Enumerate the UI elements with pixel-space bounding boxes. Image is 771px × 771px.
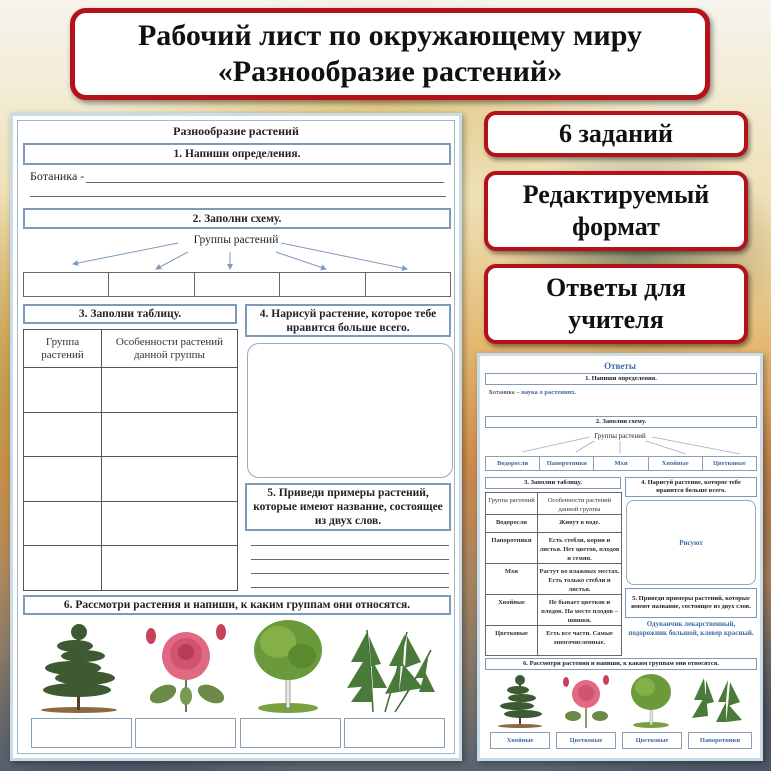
answers-task4-header: 4. Нарисуй растение, которое тебе нравится больше всего. xyxy=(625,477,757,497)
answer-line[interactable] xyxy=(86,182,444,183)
badge-editable-format xyxy=(484,171,748,251)
plant-group-answer: Цветковые xyxy=(556,732,616,749)
plant-group-answer: Папоротники xyxy=(688,732,752,749)
badge-text-line2: учителя xyxy=(568,305,664,334)
table-row xyxy=(24,502,238,546)
table-row xyxy=(24,457,238,502)
badge-text-line1: Ответы для xyxy=(546,273,686,302)
plant-group-answer: Цветковые xyxy=(622,732,682,749)
column-header-features: Особенности растений данной группы xyxy=(538,493,622,515)
drawing-answer: Рисуют xyxy=(679,538,703,547)
features-table xyxy=(23,329,238,591)
plant-group-answer: Хвойные xyxy=(490,732,550,749)
answer-line[interactable] xyxy=(251,587,449,588)
task5-header: 5. Приведи примеры растений, которые имеют название, состоящее из двух слов. xyxy=(245,483,451,531)
column-header-group: Группа растений xyxy=(486,493,538,515)
plant-group-answer-box[interactable] xyxy=(135,718,236,748)
worksheet-title: Разнообразие растений xyxy=(173,124,299,138)
scheme-box: Хвойные xyxy=(649,457,703,470)
title-line-2: «Разнообразие растений» xyxy=(217,55,563,88)
answers-task5-header: 5. Приведи примеры растений, которые имеют название, состоящее из двух слов. xyxy=(625,588,757,618)
task2-header: 2. Заполни схему. xyxy=(23,208,451,229)
answer-line[interactable] xyxy=(251,573,449,574)
answers-sheet-preview xyxy=(477,353,763,761)
table-row: Хвойные Не бывает цветков и плодов. На месте плодов – шишки. xyxy=(486,595,622,626)
task4-header: 4. Нарисуй растение, которое тебе нравится больше всего. xyxy=(245,304,451,337)
table-row xyxy=(24,546,238,591)
pine-tree-image xyxy=(35,618,123,714)
task1-header: 1. Напиши определения. xyxy=(23,143,451,165)
scheme-box: Цветковые xyxy=(712,460,746,467)
fern-image xyxy=(345,622,435,714)
scheme-box: Мхи xyxy=(594,457,648,470)
answers-features-table xyxy=(485,492,622,656)
plant-group-answer-box[interactable] xyxy=(31,718,132,748)
answers-scheme-root: Группы растений xyxy=(594,432,646,440)
scheme-box[interactable] xyxy=(195,273,280,296)
column-header-group: Группа растений xyxy=(24,330,102,368)
scheme-box[interactable] xyxy=(24,273,109,296)
botany-label: Ботаника - xyxy=(30,169,85,183)
badge-text-line2: формат xyxy=(572,212,660,241)
plant-group-answer-box[interactable] xyxy=(240,718,341,748)
main-title-banner xyxy=(70,8,710,100)
answers-task1-header: 1. Напиши определения. xyxy=(485,373,757,385)
badge-text-line1: Редактируемый xyxy=(522,180,710,209)
task6-header: 6. Рассмотри растения и напиши, к каким группам они относятся. xyxy=(23,595,451,615)
table-row: Папоротники Есть стебли, корни и листья. Нет цветов, плодов и семян. xyxy=(486,533,622,564)
rose-image xyxy=(560,674,612,728)
answers-botany xyxy=(489,389,576,396)
scheme-box: Водоросли xyxy=(486,457,540,470)
answers-task2-header: 2. Заполни схему. xyxy=(485,416,757,428)
two-word-plants-answer: Одуванчик лекарственный, подорожник большой, клевер красный. xyxy=(628,620,754,637)
answers-drawing-area xyxy=(626,500,756,585)
botany-answer: наука о растениях. xyxy=(521,389,577,396)
scheme-boxes xyxy=(23,272,451,297)
rose-image xyxy=(141,622,231,714)
column-header-features: Особенности растений данной группы xyxy=(102,330,238,368)
task3-header: 3. Заполни таблицу. xyxy=(23,304,237,324)
plant-group-answer-box[interactable] xyxy=(344,718,445,748)
answers-scheme-boxes xyxy=(485,456,757,471)
table-row: Водоросли Живут в воде. xyxy=(486,515,622,533)
scheme-box[interactable] xyxy=(366,273,450,296)
birch-tree-image xyxy=(248,616,328,714)
answers-task6-header: 6. Рассмотри растения и напиши, к каким группам они относятся. xyxy=(485,658,757,670)
answers-scheme-arrows xyxy=(480,432,766,458)
answers-title: Ответы xyxy=(604,361,636,371)
worksheet-preview xyxy=(10,113,462,761)
pine-tree-image xyxy=(494,672,546,728)
answer-line[interactable] xyxy=(30,196,446,197)
scheme-box[interactable] xyxy=(109,273,194,296)
table-row xyxy=(24,413,238,457)
badge-teacher-answers xyxy=(484,264,748,344)
table-row: Цветковые Есть все части. Самые многочисленные. xyxy=(486,626,622,656)
table-row xyxy=(24,368,238,413)
scheme-root-label: Группы растений xyxy=(193,234,279,246)
badge-text: 6 заданий xyxy=(558,119,674,148)
drawing-area[interactable] xyxy=(247,343,453,478)
answer-line[interactable] xyxy=(251,545,449,546)
answer-line[interactable] xyxy=(251,559,449,560)
botany-label: Ботаника – xyxy=(489,389,520,396)
birch-tree-image xyxy=(626,672,676,728)
scheme-box: Папоротники xyxy=(540,457,594,470)
title-line-1: Рабочий лист по окружающему миру xyxy=(137,19,643,52)
answers-task3-header: 3. Заполни таблицу. xyxy=(485,477,621,489)
badge-task-count xyxy=(484,111,748,157)
fern-image xyxy=(690,674,746,728)
scheme-arrows xyxy=(13,234,465,274)
table-row: Мхи Растут во влажных местах. Есть только стебли и листья. xyxy=(486,564,622,595)
scheme-box[interactable] xyxy=(280,273,365,296)
